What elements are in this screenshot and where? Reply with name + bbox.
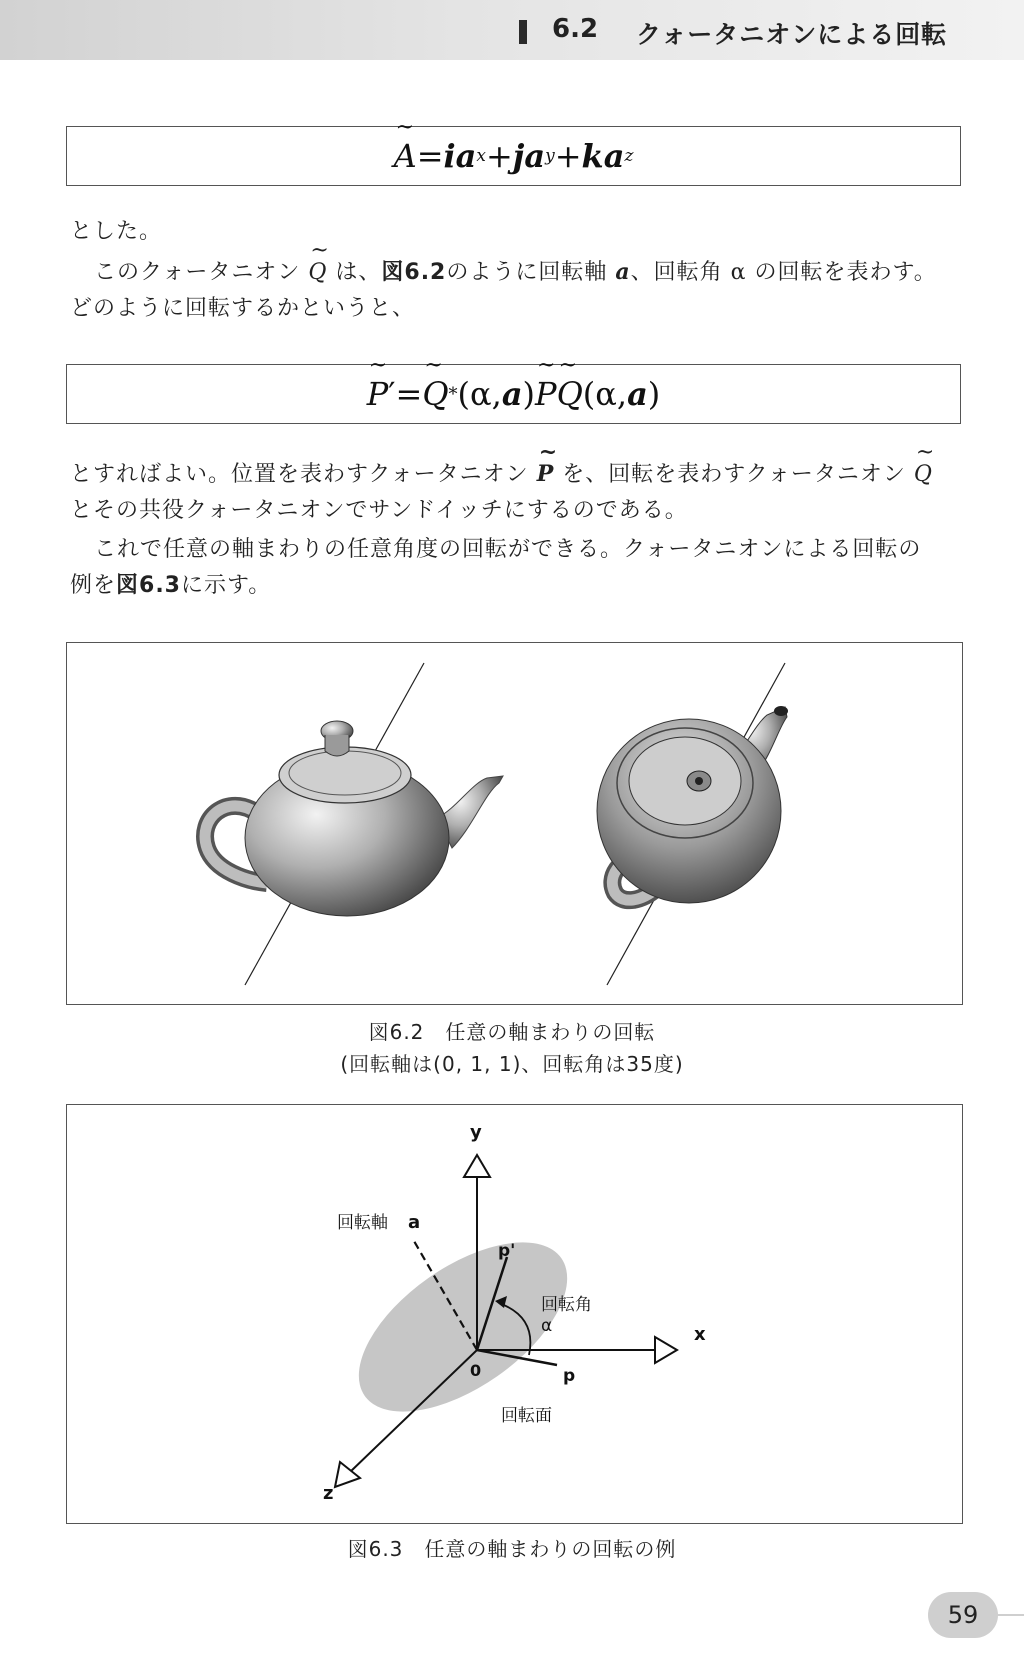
- label-rotation-angle: 回転角: [541, 1295, 592, 1315]
- p2-text-c: のように回転軸: [446, 260, 616, 285]
- label-axis-symbol: a: [408, 1212, 421, 1233]
- eq2-p: ~ P: [535, 375, 557, 413]
- paragraph-3: [70, 456, 960, 529]
- teapot-illustration: [67, 643, 962, 1004]
- eq1-term3: ka: [581, 137, 625, 175]
- eq2-args: (α,: [457, 375, 502, 413]
- eq2-prime: ′: [388, 375, 396, 413]
- label-origin: 0: [470, 1361, 482, 1380]
- eq2-lhs: ~ P: [367, 375, 389, 413]
- p2-axis-symbol: a: [615, 259, 631, 285]
- label-rotation-axis: 回転軸: [337, 1213, 388, 1233]
- p4-text-b: 例を: [70, 573, 117, 598]
- eq1-sub3: z: [624, 146, 634, 166]
- eq1-sub2: y: [545, 146, 555, 166]
- label-x: x: [694, 1324, 706, 1345]
- eq2-close: ): [522, 375, 536, 413]
- p4-text-c: に示す。: [181, 573, 272, 598]
- paragraph-4: [70, 532, 960, 604]
- eq1-term2: ja: [512, 137, 546, 175]
- eq2-conjugate: *: [448, 383, 458, 405]
- p2-figure-ref: 図6.2: [381, 260, 447, 285]
- figure-6-2-caption-detail: (回転軸は(0, 1, 1)、回転角は35度): [340, 1052, 684, 1076]
- paragraph-1: とした。: [70, 219, 163, 244]
- equation-rotation: [66, 364, 961, 424]
- label-rotation-plane: 回転面: [501, 1406, 552, 1426]
- p4-figure-ref: 図6.3: [116, 573, 181, 598]
- eq1-sub1: x: [476, 146, 486, 166]
- equation-quaternion-axis: [66, 126, 961, 186]
- p3-text-c: とその共役クォータニオンでサンドイッチにするのである。: [70, 498, 688, 523]
- figure-6-2: [66, 642, 963, 1005]
- eq2-a2: a: [627, 375, 648, 413]
- label-p: p: [563, 1366, 576, 1386]
- section-number: 6.2: [552, 14, 599, 44]
- p2-quaternion-q: ~ Q: [308, 255, 327, 291]
- eq1-lhs: ~ A: [394, 137, 417, 175]
- section-title: クォータニオンによる回転: [636, 20, 948, 49]
- paragraph-2: [70, 254, 960, 327]
- y-axis-arrowhead: [464, 1155, 490, 1177]
- p4-text-a: これで任意の軸まわりの任意角度の回転ができる。クォータニオンによる回転の: [94, 537, 922, 562]
- label-y: y: [470, 1122, 482, 1143]
- p2-text-b: は、: [327, 260, 382, 285]
- figure-6-2-caption: 図6.2 任意の軸まわりの回転: [368, 1020, 656, 1044]
- p2-text-d: 、回転角 α の回転を表わす。: [630, 260, 937, 285]
- header-marker: [519, 20, 527, 44]
- teapot-right: [597, 706, 788, 903]
- eq1-plus2: +: [554, 137, 582, 175]
- teapot-left: [205, 721, 503, 916]
- eq2-close2: ): [647, 375, 661, 413]
- p2-text-e: どのように回転するかというと、: [70, 296, 416, 321]
- label-z: z: [323, 1483, 334, 1504]
- eq2-a: a: [501, 375, 523, 413]
- eq1-equals: =: [416, 137, 444, 175]
- p3-text-b: を、回転を表わすクォータニオン: [554, 462, 914, 487]
- rotation-diagram: [67, 1105, 962, 1523]
- label-p-prime: p': [498, 1241, 516, 1261]
- figure-6-3: [66, 1104, 963, 1524]
- p3-text-a: とすればよい。位置を表わすクォータニオン: [70, 462, 537, 487]
- p2-text-a: このクォータニオン: [94, 260, 309, 285]
- eq2-q: ~ Q: [422, 375, 448, 413]
- page-number: 59: [928, 1592, 998, 1638]
- page-header: [0, 0, 1024, 60]
- x-axis-arrowhead: [655, 1337, 677, 1363]
- label-alpha: α: [541, 1316, 553, 1336]
- figure-6-3-caption: 図6.3 任意の軸まわりの回転の例: [347, 1537, 677, 1561]
- p3-position-p: ~ P: [537, 456, 555, 492]
- eq2-args2: (α,: [582, 375, 628, 413]
- eq1-term1: ia: [443, 137, 477, 175]
- eq1-plus1: +: [485, 137, 513, 175]
- eq2-q2: ~ Q: [557, 375, 583, 413]
- eq2-equals: =: [395, 375, 423, 413]
- p3-quaternion-q: ~ Q: [914, 457, 933, 493]
